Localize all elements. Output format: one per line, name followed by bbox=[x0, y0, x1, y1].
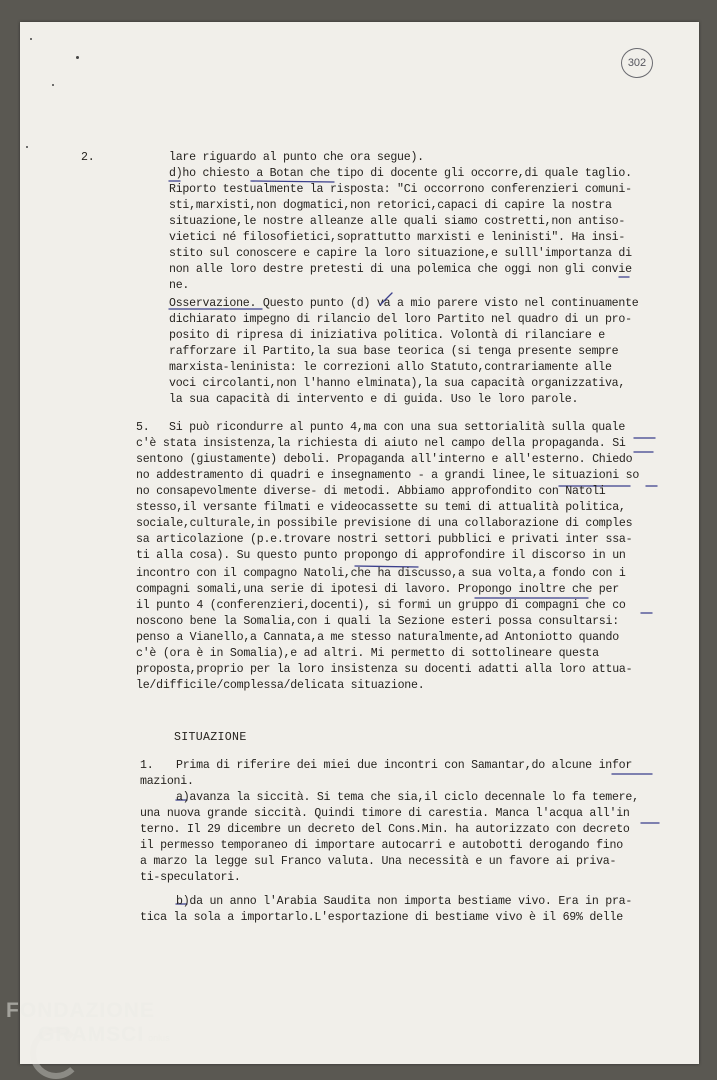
situazione-line: ti-speculatori. bbox=[140, 871, 241, 884]
section-2-line: d)ho chiesto a Botan che tipo di docente gli occorre,di quale taglio. bbox=[169, 167, 632, 180]
situazione-heading: SITUAZIONE bbox=[174, 731, 247, 744]
section-5-line: sentono (giustamente) deboli. Propaganda all'interno e all'esterno. Chiedo bbox=[136, 453, 633, 466]
section-2-line: Riporto testualmente la risposta: "Ci occorrono conferenzieri comuni- bbox=[169, 183, 632, 196]
situazione-line: il permesso temporaneo di importare autocarri e autobotti derogando fino bbox=[140, 839, 623, 852]
situazione-line: a marzo la legge sul Franco valuta. Una necessità e un favore ai priva- bbox=[140, 855, 617, 868]
section-2-line: posito di ripresa di iniziativa politica. Volontà di rilanciare e bbox=[169, 329, 605, 342]
situazione-line: mazioni. bbox=[140, 775, 194, 788]
section-2-line: la sua capacità di intervento e di guida. Uso le loro parole. bbox=[169, 393, 579, 406]
section-2-line: ne. bbox=[169, 279, 190, 292]
underline-tipo-di-docente bbox=[251, 181, 334, 182]
section-2-line: rafforzare il Partito,la sua base teorica (si tenga presente sempre bbox=[169, 345, 619, 358]
section-5-line: ti alla cosa). Su questo punto propongo di approfondire il discorso in un bbox=[136, 549, 626, 562]
page-number-stamp: 302 bbox=[621, 48, 653, 78]
section-2-line: non alle loro destre pretesti di una polemica che oggi non gli convie bbox=[169, 263, 632, 276]
situazione-line: b)da un anno l'Arabia Saudita non importa bestiame vivo. Era in pra- bbox=[176, 895, 633, 908]
section-2-line: lare riguardo al punto che ora segue). bbox=[169, 151, 424, 164]
section-5-line: proposta,proprio per la loro insistenza su docenti adatti alla loro attua- bbox=[136, 663, 633, 676]
section-5-line: sociale,culturale,in possibile previsione di una collaborazione di comples bbox=[136, 517, 633, 530]
watermark-line1: FONDAZIONE bbox=[6, 999, 155, 1022]
section-2-line: dichiarato impegno di rilancio del loro Partito nel quadro di un pro- bbox=[169, 313, 632, 326]
section-5-line: stesso,il versante filmati e videocassette su temi di attualità politica, bbox=[136, 501, 626, 514]
section-5-line: c'è stata insistenza,la richiesta di aiuto nel campo della propaganda. Si bbox=[136, 437, 626, 450]
section-5-line: Si può ricondurre al punto 4,ma con una sua settorialità sulla quale bbox=[169, 421, 626, 434]
section-5-line: noscono bene la Somalia,con i quali la Sezione esteri possa consultarsi: bbox=[136, 615, 619, 628]
situazione-line: tica la sola a importarlo.L'esportazione di bestiame vivo è il 69% delle bbox=[140, 911, 623, 924]
section-5-line: no consapevolmente diverse- di metodi. Abbiamo approfondito con Natoli bbox=[136, 485, 606, 498]
situazione-line: terno. Il 29 dicembre un decreto del Cons.Min. ha autorizzato con decreto bbox=[140, 823, 630, 836]
situazione-number: 1. bbox=[140, 759, 154, 772]
section-5-line: sa articolazione (p.e.trovare nostri settori pubblici e privati inter ssa- bbox=[136, 533, 633, 546]
section-5-line: c'è (ora è in Somalia),e ad altri. Mi permetto di sottolineare questa bbox=[136, 647, 599, 660]
watermark-line2-row bbox=[38, 1023, 170, 1050]
section-5-line: incontro con il compagno Natoli,che ha discusso,a sua volta,a fondo con i bbox=[136, 567, 626, 580]
section-2-line: vietici né filosofietici,soprattutto marxisti e leninisti". Ha insi- bbox=[169, 231, 626, 244]
section-2-number: 2. bbox=[81, 151, 95, 164]
section-5-line: penso a Vianello,a Cannata,a me stesso naturalmente,ad Antoniotto quando bbox=[136, 631, 619, 644]
section-2-line: marxista-leninista: le correzioni allo Statuto,contrariamente alle bbox=[169, 361, 612, 374]
watermark bbox=[6, 999, 170, 1050]
section-2-line: sti,marxisti,non dogmatici,non retorici,capaci di capire la nostra bbox=[169, 199, 612, 212]
watermark-line2: GRAMSCI bbox=[38, 1023, 145, 1046]
strike-mark bbox=[380, 293, 392, 305]
section-5-number: 5. bbox=[136, 421, 150, 434]
section-5-line: il punto 4 (conferenzieri,docenti), si formi un gruppo di compagni che co bbox=[136, 599, 626, 612]
situazione-line: a)avanza la siccità. Si tema che sia,il ciclo decennale lo fa temere, bbox=[176, 791, 639, 804]
watermark-suffix: onlus bbox=[148, 1033, 170, 1043]
section-5-line: le/difficile/complessa/delicata situazione. bbox=[136, 679, 425, 692]
situazione-line: Prima di riferire dei miei due incontri con Samantar,do alcune infor bbox=[176, 759, 633, 772]
section-2-line: Osservazione. Questo punto (d) va a mio parere visto nel continuamente bbox=[169, 297, 639, 310]
situazione-line: una nuova grande siccità. Quindi timore di carestia. Manca l'acqua all'in bbox=[140, 807, 630, 820]
section-2-line: stito sul conoscere e capire la loro situazione,e sulll'importanza di bbox=[169, 247, 632, 260]
section-5-line: no addestramento di quadri e insegnamento - a grandi linee,le situazioni so bbox=[136, 469, 640, 482]
section-2-line: situazione,le nostre alleanze alle quali siamo costretti,non antiso- bbox=[169, 215, 626, 228]
section-5-line: compagni somali,una serie di ipotesi di lavoro. Propongo inoltre che per bbox=[136, 583, 619, 596]
section-2-line: voci circolanti,non l'hanno elminata),la sua capacità organizzativa, bbox=[169, 377, 626, 390]
